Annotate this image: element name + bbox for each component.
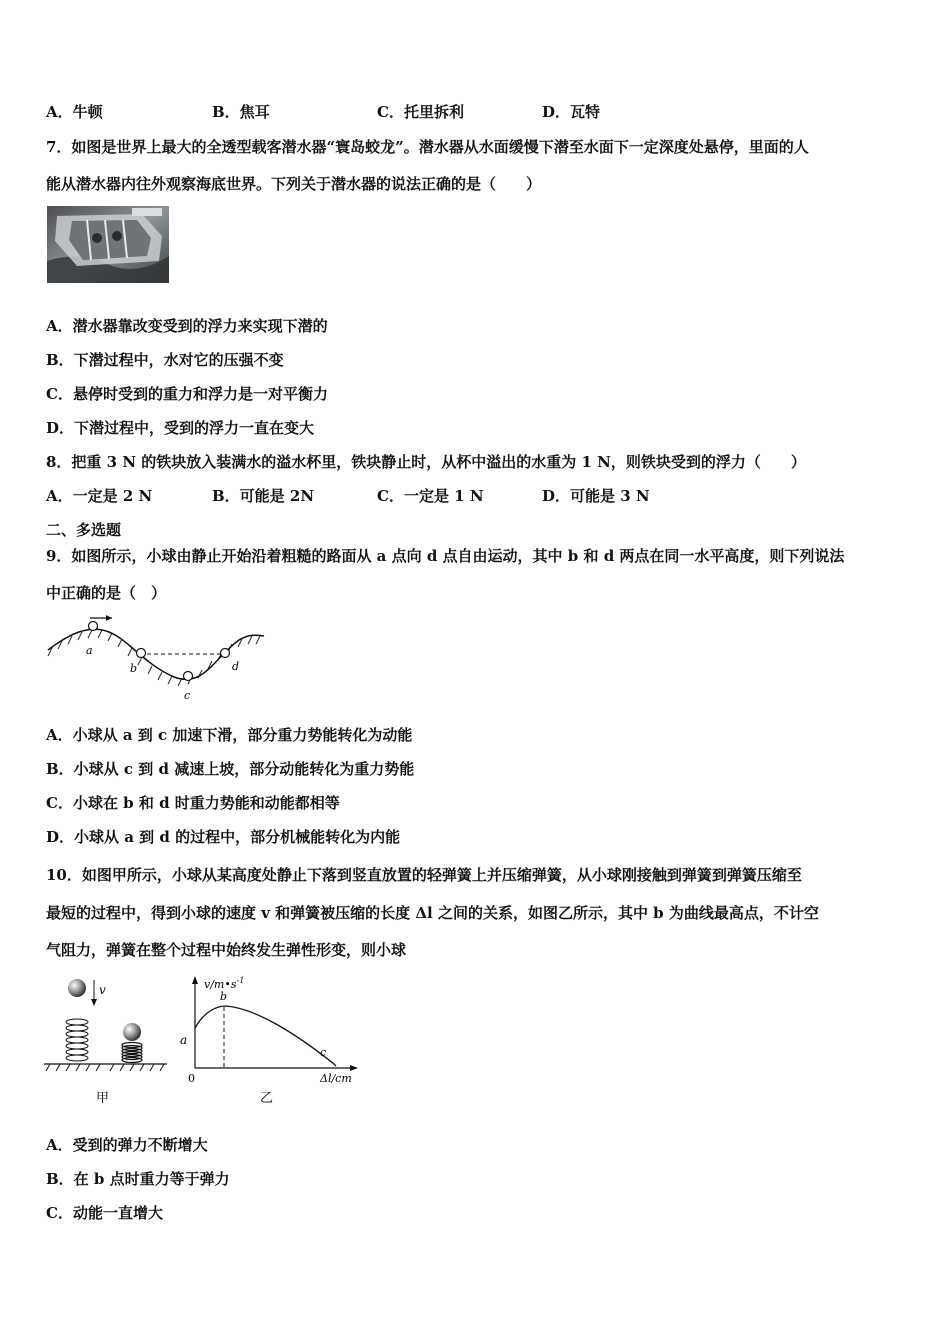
q10-option-b: B．在 b 点时重力等于弹力 bbox=[46, 1170, 230, 1188]
ball-on-spring bbox=[123, 1023, 141, 1041]
origin-label: 0 bbox=[188, 1072, 195, 1085]
label-d: d bbox=[232, 660, 240, 673]
caption-jia: 甲 bbox=[96, 1091, 110, 1106]
q10-stem-line1: 10．如图甲所示，小球从某高度处静止下落到竖直放置的轻弹簧上并压缩弹簧，从小球刚接触到弹簧到弹簧压缩至 bbox=[46, 866, 802, 884]
ball-c bbox=[184, 672, 193, 681]
motion-arrow-head bbox=[106, 615, 112, 621]
q8-stem: 8．把重 3 N 的铁块放入装满水的溢水杯里，铁块静止时，从杯中溢出的水重为 1 N，则铁块受到的浮力（ ） bbox=[46, 453, 806, 471]
q8-option-a: A．一定是 2 N bbox=[46, 487, 153, 505]
q10-figure-yi bbox=[174, 972, 374, 1112]
q7-option-c: C．悬停时受到的重力和浮力是一对平衡力 bbox=[46, 385, 328, 403]
q7-stem-line1: 7．如图是世界上最大的全透型载客潜水器“寰岛蛟龙”。潜水器从水面缓慢下潜至水面下一定深度处悬停，里面的人 bbox=[46, 138, 809, 156]
q8-option-c: C．一定是 1 N bbox=[377, 487, 484, 505]
y-axis-label bbox=[204, 976, 244, 991]
ground-hatching bbox=[46, 1064, 164, 1071]
q10-stem-line3: 气阻力，弹簧在整个过程中始终发生弹性形变，则小球 bbox=[46, 941, 407, 959]
velocity-label: v bbox=[99, 983, 106, 997]
q10-option-c: C．动能一直增大 bbox=[46, 1204, 163, 1222]
q8-options bbox=[46, 486, 906, 506]
q6-option-c: C．托里拆利 bbox=[377, 103, 464, 121]
falling-ball bbox=[68, 979, 86, 997]
q9-option-c: C．小球在 b 和 d 时重力势能和动能都相等 bbox=[46, 794, 340, 812]
q6-options bbox=[46, 102, 906, 122]
q9-stem-line2: 中正确的是（ ） bbox=[46, 584, 167, 602]
q8-option-b: B．可能是 2N bbox=[212, 487, 315, 505]
q7-stem-line2: 能从潜水器内往外观察海底世界。下列关于潜水器的说法正确的是（ ） bbox=[46, 175, 542, 193]
y-axis-arrow bbox=[192, 976, 198, 984]
x-axis-arrow bbox=[350, 1065, 358, 1071]
q7-option-b: B．下潜过程中，水对它的压强不变 bbox=[46, 351, 284, 369]
q9-option-a: A．小球从 a 到 c 加速下滑，部分重力势能转化为动能 bbox=[46, 726, 413, 744]
y-axis-label-main: v/m•s bbox=[204, 978, 237, 991]
spring-uncompressed bbox=[66, 1019, 88, 1061]
caption-yi: 乙 bbox=[260, 1091, 274, 1106]
ball-a bbox=[89, 622, 98, 631]
submersible-photo-art bbox=[47, 206, 169, 283]
section-title-multi-choice: 二、多选题 bbox=[46, 521, 122, 539]
ball-d bbox=[221, 649, 230, 658]
track-hatching bbox=[48, 630, 260, 686]
velocity-curve bbox=[195, 1006, 336, 1066]
q6-option-d: D．瓦特 bbox=[542, 103, 601, 121]
q6-option-a: A．牛顿 bbox=[46, 103, 103, 121]
label-b: b bbox=[130, 662, 138, 675]
q10-figure-jia bbox=[42, 974, 172, 1114]
q10-stem-line2: 最短的过程中，得到小球的速度 v 和弹簧被压缩的长度 Δl 之间的关系，如图乙所示，其中 b 为曲线最高点，不计空 bbox=[46, 904, 819, 922]
label-a: a bbox=[86, 644, 93, 657]
q9-option-b: B．小球从 c 到 d 减速上坡，部分动能转化为重力势能 bbox=[46, 760, 415, 778]
q7-option-a: A．潜水器靠改变受到的浮力来实现下潜的 bbox=[46, 317, 328, 335]
velocity-arrow-head bbox=[91, 999, 97, 1006]
point-a-label: a bbox=[180, 1033, 188, 1047]
q9-stem-line1: 9．如图所示，小球由静止开始沿着粗糙的路面从 a 点向 d 点自由运动，其中 b 和 d 两点在同一水平高度，则下列说法 bbox=[46, 547, 845, 565]
submersible-photo bbox=[47, 206, 169, 283]
ball-b bbox=[137, 649, 146, 658]
q8-option-d: D．可能是 3 N bbox=[542, 487, 650, 505]
q10-option-a: A．受到的弹力不断增大 bbox=[46, 1136, 208, 1154]
spring-compressed bbox=[122, 1043, 142, 1063]
q9-option-d: D．小球从 a 到 d 的过程中，部分机械能转化为内能 bbox=[46, 828, 401, 846]
q6-option-b: B．焦耳 bbox=[212, 103, 270, 121]
point-c-label: c bbox=[320, 1046, 327, 1059]
x-axis-label: Δl/cm bbox=[320, 1072, 352, 1085]
label-c: c bbox=[184, 689, 191, 702]
q7-option-d: D．下潜过程中，受到的浮力一直在变大 bbox=[46, 419, 315, 437]
q9-track-figure bbox=[44, 612, 269, 707]
point-b-label: b bbox=[220, 990, 228, 1003]
y-axis-label-exp: -1 bbox=[236, 976, 245, 985]
